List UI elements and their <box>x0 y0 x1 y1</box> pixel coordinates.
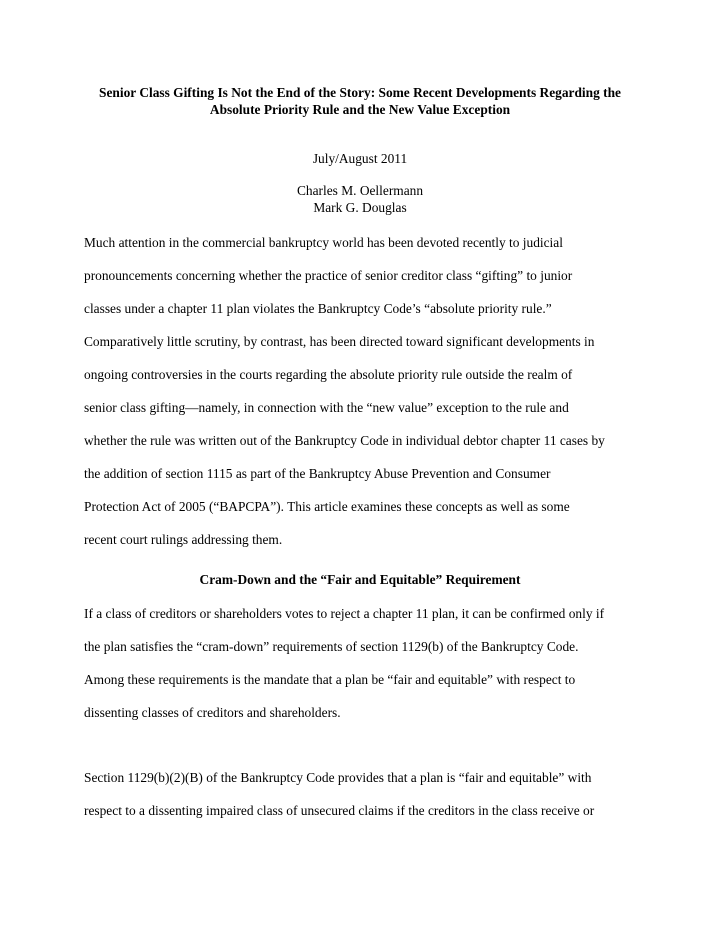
author-name: Charles M. Oellermann <box>296 183 424 198</box>
body-text-line: Section 1129(b)(2)(B) of the Bankruptcy Code provides that a plan is “fair and equitable” with <box>84 770 592 785</box>
body-text-line: the addition of section 1115 as part of the Bankruptcy Abuse Prevention and Consumer <box>84 466 551 481</box>
body-text-line: Much attention in the commercial bankruptcy world has been devoted recently to judicial <box>84 235 563 250</box>
body-text-line: whether the rule was written out of the Bankruptcy Code in individual debtor chapter 11 cases by <box>84 433 605 448</box>
body-text-line: ongoing controversies in the courts regarding the absolute priority rule outside the realm of <box>84 367 573 382</box>
body-text-line: recent court rulings addressing them. <box>84 532 283 547</box>
body-text-line: the plan satisfies the “cram-down” requirements of section 1129(b) of the Bankruptcy Code. <box>84 639 579 654</box>
body-text-line: Comparatively little scrutiny, by contrast, has been directed toward significant developments in <box>84 334 595 349</box>
author-name: Mark G. Douglas <box>313 200 407 215</box>
title-line: Senior Class Gifting Is Not the End of the Story: Some Recent Developments Regarding the <box>99 85 621 100</box>
body-text-line: Among these requirements is the mandate that a plan be “fair and equitable” with respect to <box>84 672 576 687</box>
body-text-line: Protection Act of 2005 (“BAPCPA”). This article examines these concepts as well as some <box>84 499 570 514</box>
body-text-line: respect to a dissenting impaired class of unsecured claims if the creditors in the class receive or <box>84 803 595 818</box>
body-text-line: dissenting classes of creditors and shareholders. <box>84 705 341 720</box>
author-list <box>60 182 660 216</box>
publication-date: July/August 2011 <box>312 151 408 166</box>
body-text-line: pronouncements concerning whether the practice of senior creditor class “gifting” to junior <box>84 268 573 283</box>
document-title <box>60 84 660 118</box>
section-heading: Cram-Down and the “Fair and Equitable” Requirement <box>199 572 521 587</box>
body-text-line: senior class gifting—namely, in connection with the “new value” exception to the rule and <box>84 400 569 415</box>
title-line: Absolute Priority Rule and the New Value Exception <box>209 102 511 117</box>
body-text-line: If a class of creditors or shareholders votes to reject a chapter 11 plan, it can be confirmed only if <box>84 606 605 621</box>
body-text-line: classes under a chapter 11 plan violates the Bankruptcy Code’s “absolute priority rule.” <box>84 301 552 316</box>
